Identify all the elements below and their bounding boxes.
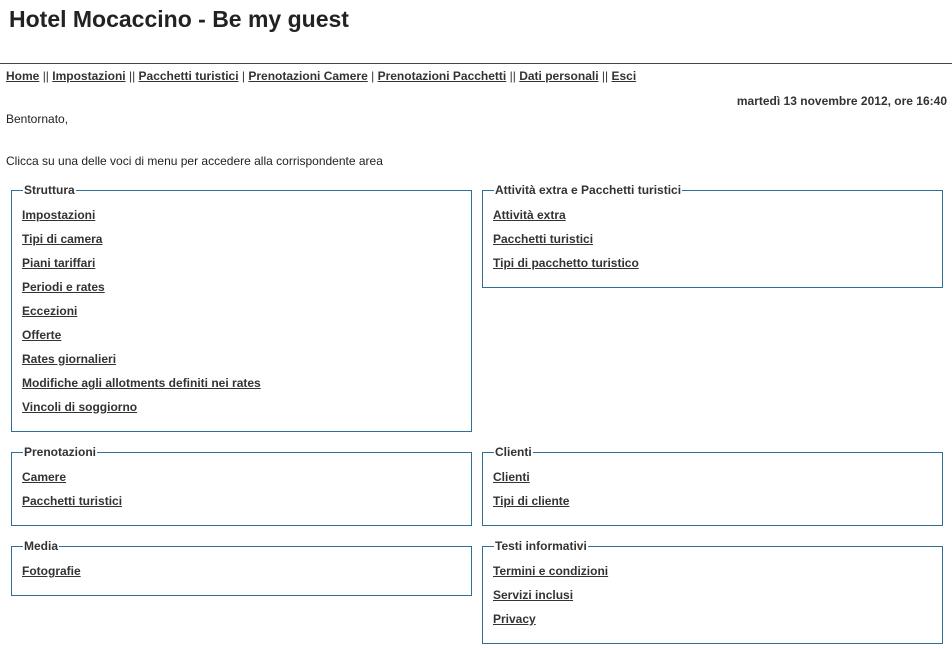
clienti-link[interactable]: Clienti — [493, 470, 530, 484]
prenotazioni-section-title: Prenotazioni — [24, 445, 97, 459]
nav-separator: || — [128, 69, 136, 83]
list-item — [22, 251, 461, 275]
termini-e-condizioni-link[interactable]: Termini e condizioni — [493, 564, 609, 578]
impostazioni-link[interactable]: Impostazioni — [22, 208, 96, 222]
list-item — [22, 489, 461, 513]
list-item — [22, 323, 461, 347]
list-item — [22, 203, 461, 227]
header-divider — [0, 63, 952, 64]
tipi-di-camera-link[interactable]: Tipi di camera — [22, 232, 103, 246]
prenotazioni-pacchetti-link[interactable]: Pacchetti turistici — [22, 494, 123, 508]
list-item — [493, 559, 932, 583]
attivita-extra-link[interactable]: Attività extra — [493, 208, 566, 222]
prenotazioni-section — [11, 445, 472, 526]
piani-tariffari-link[interactable]: Piani tariffari — [22, 256, 96, 270]
list-item — [22, 347, 461, 371]
vincoli-di-soggiorno-link[interactable]: Vincoli di soggiorno — [22, 400, 138, 414]
nav-separator: | — [371, 69, 375, 83]
nav-pacchetti-turistici-link[interactable]: Pacchetti turistici — [138, 69, 239, 83]
offerte-link[interactable]: Offerte — [22, 328, 62, 342]
list-item — [493, 607, 932, 631]
list-item — [22, 465, 461, 489]
attivita-extra-section — [482, 183, 943, 288]
nav-prenotazioni-pacchetti-link[interactable]: Prenotazioni Pacchetti — [377, 69, 507, 83]
top-navigation — [6, 69, 636, 83]
welcome-message: Bentornato, — [6, 112, 69, 126]
rates-giornalieri-link[interactable]: Rates giornalieri — [22, 352, 117, 366]
periodi-e-rates-link[interactable]: Periodi e rates — [22, 280, 105, 294]
nav-separator: || — [509, 69, 516, 83]
list-item — [493, 227, 932, 251]
clienti-section — [482, 445, 943, 526]
nav-prenotazioni-camere-link[interactable]: Prenotazioni Camere — [248, 69, 368, 83]
testi-link-list — [493, 559, 932, 631]
camere-link[interactable]: Camere — [22, 470, 67, 484]
attivita-link-list — [493, 203, 932, 275]
prenotazioni-link-list — [22, 465, 461, 513]
list-item — [493, 251, 932, 275]
list-item — [22, 227, 461, 251]
eccezioni-link[interactable]: Eccezioni — [22, 304, 78, 318]
list-item — [22, 559, 461, 583]
testi-informativi-section — [482, 539, 943, 644]
clienti-link-list — [493, 465, 932, 513]
list-item — [22, 371, 461, 395]
media-section — [11, 539, 472, 596]
struttura-section — [11, 183, 472, 432]
testi-informativi-section-title: Testi informativi — [495, 539, 587, 553]
clienti-section-title: Clienti — [495, 445, 532, 459]
list-item — [22, 299, 461, 323]
nav-separator: | — [241, 69, 246, 83]
media-section-title: Media — [24, 539, 59, 553]
privacy-link[interactable]: Privacy — [493, 612, 536, 626]
attivita-extra-section-title: Attività extra e Pacchetti turistici — [495, 183, 682, 197]
instructions-text: Clicca su una delle voci di menu per accedere alla corrispondente area — [6, 154, 383, 168]
modifiche-allotments-link[interactable]: Modifiche agli allotments definiti nei rates — [22, 376, 261, 390]
nav-separator: || — [601, 69, 609, 83]
nav-separator: || — [42, 69, 49, 83]
nav-home-link[interactable]: Home — [6, 69, 40, 83]
site-title: Hotel Mocaccino - Be my guest — [9, 6, 349, 32]
servizi-inclusi-link[interactable]: Servizi inclusi — [493, 588, 574, 602]
list-item — [493, 203, 932, 227]
pacchetti-turistici-link[interactable]: Pacchetti turistici — [493, 232, 594, 246]
current-date: martedì 13 novembre 2012, ore 16:40 — [736, 94, 947, 108]
struttura-link-list — [22, 203, 461, 419]
nav-impostazioni-link[interactable]: Impostazioni — [52, 69, 126, 83]
nav-dati-personali-link[interactable]: Dati personali — [519, 69, 599, 83]
list-item — [22, 275, 461, 299]
tipi-di-pacchetto-link[interactable]: Tipi di pacchetto turistico — [493, 256, 639, 270]
struttura-section-title: Struttura — [24, 183, 75, 197]
tipi-di-cliente-link[interactable]: Tipi di cliente — [493, 494, 570, 508]
nav-esci-link[interactable]: Esci — [611, 69, 637, 83]
fotografie-link[interactable]: Fotografie — [22, 564, 81, 578]
media-link-list — [22, 559, 461, 583]
list-item — [22, 395, 461, 419]
list-item — [493, 489, 932, 513]
list-item — [493, 465, 932, 489]
list-item — [493, 583, 932, 607]
